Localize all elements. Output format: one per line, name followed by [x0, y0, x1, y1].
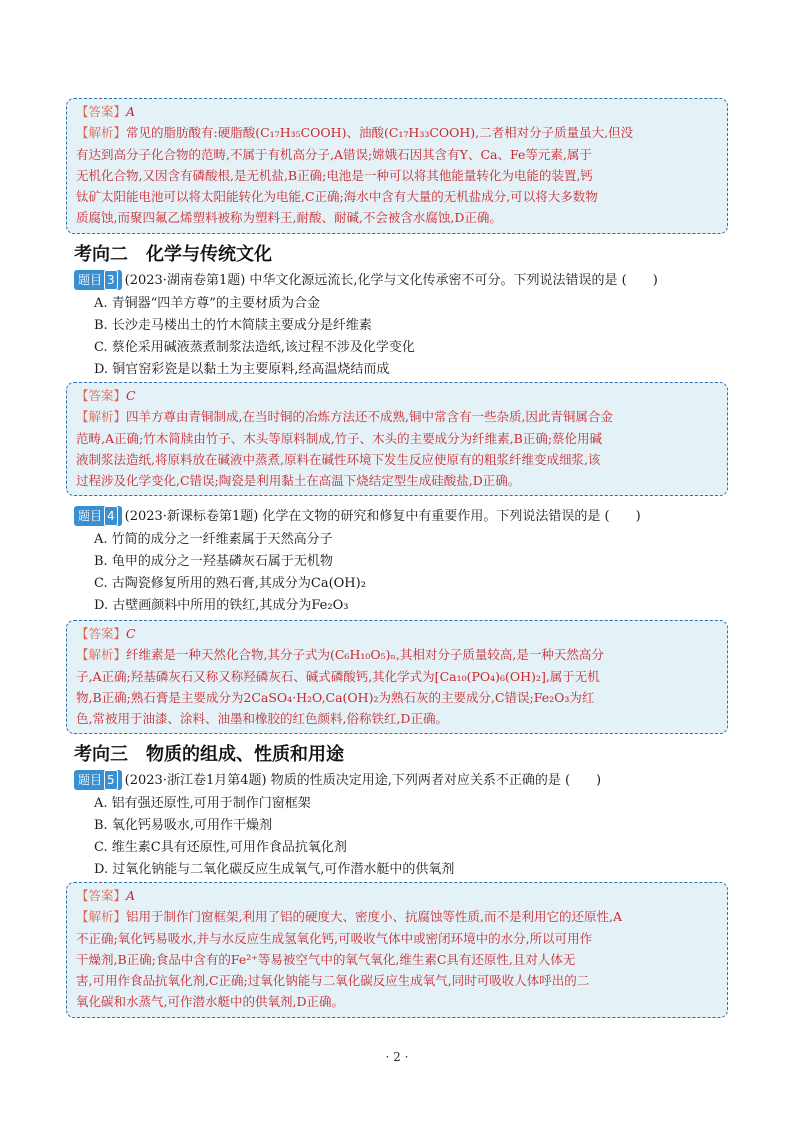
question-badge: 题目 4 [74, 506, 122, 526]
question-4: 题目 4 (2023·新课标卷第1题) 化学在文物的研究和修复中有重要作用。下列说法错误的是 ( ) [74, 506, 641, 527]
analysis-line: 钛矿太阳能电池可以将太阳能转化为电能,C正确;海水中含有大量的无机盐成分,可以将大多数物 [76, 189, 598, 205]
page-number: · 2 · [385, 1050, 409, 1064]
option-c: C. 维生素C具有还原性,可用作食品抗氧化剂 [94, 840, 347, 855]
analysis-line: 氧化碳和水蒸气,可作潜水艇中的供氧剂,D正确。 [76, 994, 344, 1010]
option-b: B. 龟甲的成分之一羟基磷灰石属于无机物 [94, 554, 333, 569]
analysis-line: 无机化合物,又因含有磷酸根,是无机盐,B正确;电池是一种可以将其他能量转化为电能的装置,钙 [76, 167, 593, 183]
option-b: B. 长沙走马楼出土的竹木简牍主要成分是纤维素 [94, 318, 372, 333]
answer-box-2 [66, 382, 728, 496]
question-badge: 题目 3 [74, 270, 122, 290]
option-b: B. 氧化钙易吸水,可用作干燥剂 [94, 818, 272, 833]
option-c: C. 古陶瓷修复所用的熟石膏,其成分为Ca(OH)₂ [94, 576, 366, 591]
option-a: A. 铝有强还原性,可用于制作门窗框架 [94, 796, 311, 811]
question-5: 题目 5 (2023·浙江卷1月第4题) 物质的性质决定用途,下列两者对应关系不正确的是 ( ) [74, 770, 601, 791]
answer-line: 【答案】A [76, 104, 136, 119]
answer-line: 【答案】C [76, 388, 136, 403]
analysis-line: 物,B正确;熟石膏是主要成分为2CaSO₄·H₂O,Ca(OH)₂为熟石灰的主要成分,C错误;Fe₂O₃为红 [76, 689, 595, 705]
analysis-line: 子,A正确;羟基磷灰石又称又称羟磷灰石、碱式磷酸钙,其化学式为[Ca₁₀(PO₄)₆(OH)₂],属于无机 [76, 668, 600, 684]
option-a: A. 竹简的成分之一纤维素属于天然高分子 [94, 532, 333, 547]
analysis-paragraph: 【解析】铝用于制作门窗框架,利用了铝的硬度大、密度小、抗腐蚀等性质,而不是利用它的还原性,A [76, 909, 622, 925]
analysis-line: 范畴,A正确;竹木简牍由竹子、木头等原料制成,竹子、木头的主要成分为纤维素,B正确;蔡伦用碱 [76, 430, 603, 446]
analysis-paragraph: 【解析】纤维素是一种天然化合物,其分子式为(C₆H₁₀O₅)ₙ,其相对分子质量较高,是一种天然高分 [76, 647, 604, 663]
analysis-line: 质腐蚀,而聚四氟乙烯塑料被称为塑料王,耐酸、耐碱,不会被含水腐蚀,D正确。 [76, 210, 502, 226]
section-title-3: 考向三 物质的组成、性质和用途 [74, 744, 344, 765]
answer-line: 【答案】C [76, 626, 136, 641]
analysis-line: 害,可用作食品抗氧化剂,C正确;过氧化钠能与二氧化碳反应生成氧气,同时可吸收人体呼出的二 [76, 973, 590, 989]
answer-box-4 [66, 882, 728, 1018]
analysis-line: 色,常被用于油漆、涂料、油墨和橡胶的红色颜料,俗称铁红,D正确。 [76, 711, 448, 727]
option-d: D. 铜官窑彩瓷是以黏土为主要原料,经高温烧结而成 [94, 362, 390, 377]
question-badge: 题目 5 [74, 770, 122, 790]
analysis-line: 过程涉及化学变化,C错误;陶瓷是利用黏土在高温下烧结定型生成硅酸盐,D正确。 [76, 473, 521, 489]
analysis-line: 干燥剂,B正确;食品中含有的Fe²⁺等易被空气中的氧气氧化,维生素C具有还原性,且对人体无 [76, 951, 576, 967]
option-d: D. 古壁画颜料中所用的铁红,其成分为Fe₂O₃ [94, 598, 349, 613]
option-a: A. 青铜器“四羊方尊”的主要材质为合金 [94, 296, 320, 311]
option-d: D. 过氧化钠能与二氧化碳反应生成氧气,可作潜水艇中的供氧剂 [94, 862, 455, 877]
analysis-line: 有达到高分子化合物的范畴,不属于有机高分子,A错误;嫦娥石因其含有Y、Ca、Fe等元素,属于 [76, 146, 592, 162]
section-title-2: 考向二 化学与传统文化 [74, 244, 272, 265]
option-c: C. 蔡伦采用碱液蒸煮制浆法造纸,该过程不涉及化学变化 [94, 340, 415, 355]
analysis-paragraph: 【解析】四羊方尊由青铜制成,在当时铜的冶炼方法还不成熟,铜中常含有一些杂质,因此青铜属合金 [76, 409, 613, 425]
analysis-line: 不正确;氧化钙易吸水,并与水反应生成氢氧化钙,可吸收气体中或密闭环境中的水分,所以可用作 [76, 930, 593, 946]
answer-line: 【答案】A [76, 888, 136, 903]
question-3: 题目 3 (2023·湖南卷第1题) 中华文化源远流长,化学与文化传承密不可分。下列说法错误的是 ( ) [74, 270, 658, 291]
answer-box-3 [66, 620, 728, 734]
answer-box-1 [66, 98, 728, 234]
analysis-line: 液制浆法造纸,将原料放在碱液中蒸煮,原料在碱性环境下发生反应使原有的粗浆纤维变成细浆,该 [76, 451, 601, 467]
analysis-paragraph: 【解析】常见的脂肪酸有:硬脂酸(C₁₇H₃₅COOH)、油酸(C₁₇H₃₃COOH),二者相对分子质量虽大,但没 [76, 125, 634, 141]
